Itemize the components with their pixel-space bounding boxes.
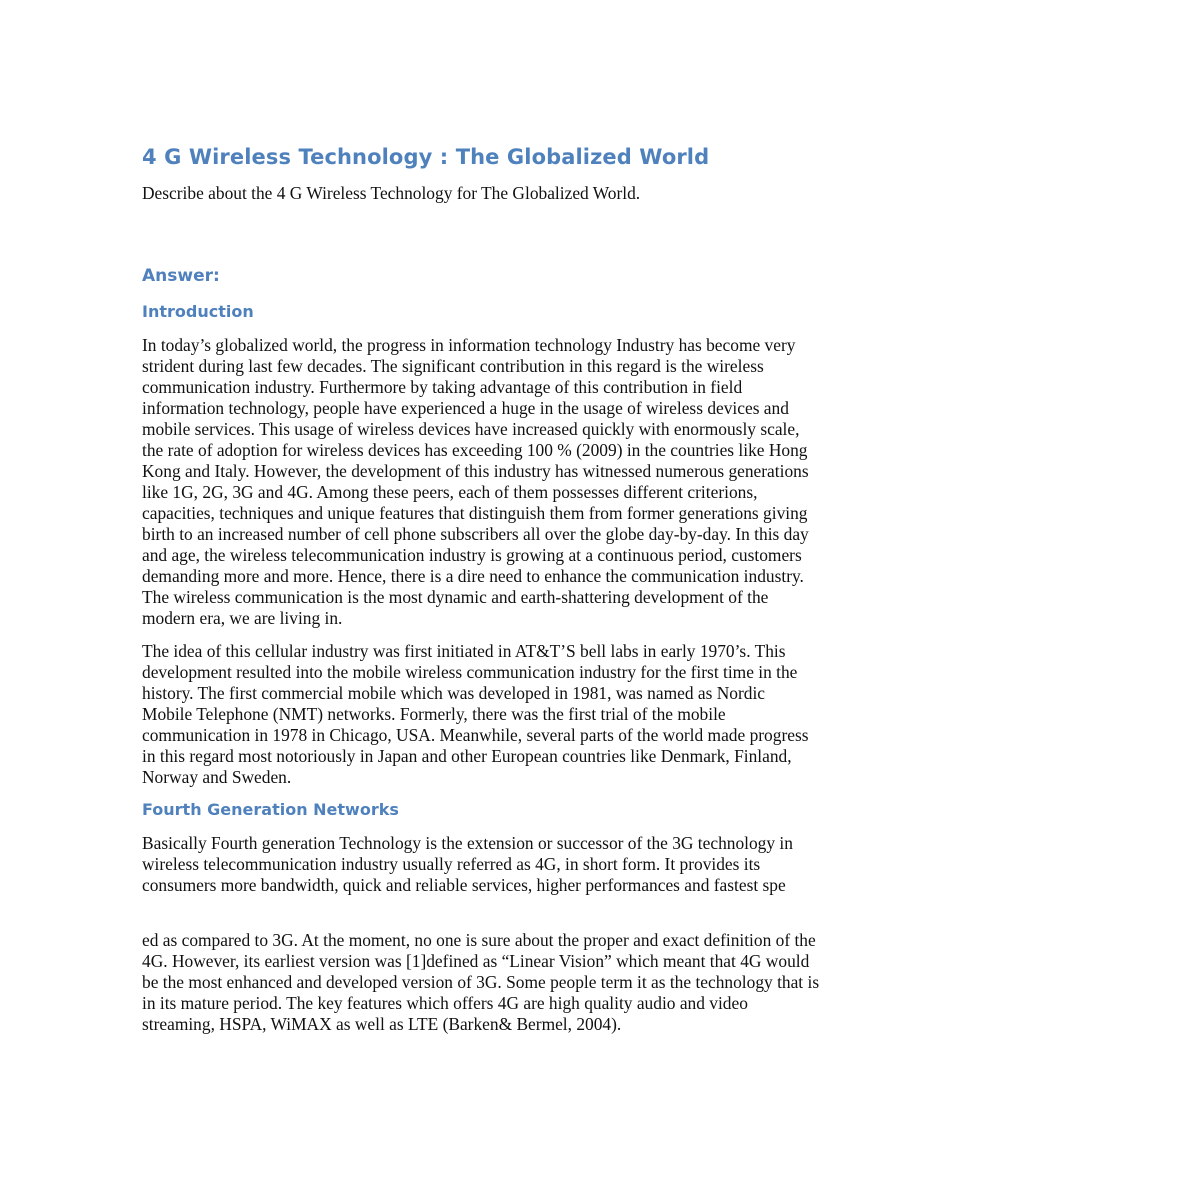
text-line: Mobile Telephone (NMT) networks. Formerly, there was the first trial of the mobile [142, 704, 726, 724]
text-line: communication industry. Furthermore by taking advantage of this contribution in field [142, 377, 743, 397]
text-line: ed as compared to 3G. At the moment, no one is sure about the proper and exact definition of the [142, 930, 816, 950]
section-heading-introduction: Introduction [142, 302, 254, 321]
text-line: strident during last few decades. The significant contribution in this regard is the wireless [142, 356, 764, 376]
text-line: streaming, HSPA, WiMAX as well as LTE (Barken& Bermel, 2004). [142, 1014, 622, 1034]
text-line: communication in 1978 in Chicago, USA. Meanwhile, several parts of the world made progress [142, 725, 809, 745]
text-line: history. The first commercial mobile which was developed in 1981, was named as Nordic [142, 683, 766, 703]
paragraph-introduction-1 [142, 335, 1062, 629]
document-page [142, 145, 1062, 1047]
text-line: 4G. However, its earliest version was [1]defined as “Linear Vision” which meant that 4G would [142, 951, 810, 971]
text-line: mobile services. This usage of wireless devices have increased quickly with enormously scale, [142, 419, 800, 439]
text-line: information technology, people have experienced a huge in the usage of wireless devices and [142, 398, 789, 418]
text-line: in its mature period. The key features which offers 4G are high quality audio and video [142, 993, 748, 1013]
paragraph-fourth-generation-1 [142, 833, 1062, 896]
text-line: wireless telecommunication industry usually referred as 4G, in short form. It provides its [142, 854, 761, 874]
text-line: The wireless communication is the most dynamic and earth-shattering development of the [142, 587, 769, 607]
text-line: In today’s globalized world, the progress in information technology Industry has become very [142, 335, 796, 355]
text-line: development resulted into the mobile wireless communication industry for the first time in the [142, 662, 798, 682]
section-heading-fourth-generation-networks: Fourth Generation Networks [142, 800, 399, 819]
text-line: capacities, techniques and unique features that distinguish them from former generations giving [142, 503, 808, 523]
text-line: Basically Fourth generation Technology is the extension or successor of the 3G technology in [142, 833, 793, 853]
question-text: Describe about the 4 G Wireless Technology for The Globalized World. [142, 183, 641, 203]
text-line: Kong and Italy. However, the development of this industry has witnessed numerous generations [142, 461, 809, 481]
document-title: 4 G Wireless Technology : The Globalized World [142, 145, 710, 169]
text-line: in this regard most notoriously in Japan and other European countries like Denmark, Finland, [142, 746, 792, 766]
paragraph-fourth-generation-2 [142, 930, 1062, 1035]
answer-heading: Answer: [142, 266, 220, 286]
text-line: demanding more and more. Hence, there is a dire need to enhance the communication industry. [142, 566, 804, 586]
text-line: The idea of this cellular industry was first initiated in AT&T’S bell labs in early 1970’s. This [142, 641, 786, 661]
text-line: the rate of adoption for wireless devices has exceeding 100 % (2009) in the countries like Hong [142, 440, 808, 460]
text-line: and age, the wireless telecommunication industry is growing at a continuous period, customers [142, 545, 802, 565]
paragraph-introduction-2 [142, 641, 1062, 788]
text-line: be the most enhanced and developed version of 3G. Some people term it as the technology that is [142, 972, 820, 992]
text-line: like 1G, 2G, 3G and 4G. Among these peers, each of them possesses different criterions, [142, 482, 758, 502]
text-line: Norway and Sweden. [142, 767, 292, 787]
text-line: birth to an increased number of cell phone subscribers all over the globe day-by-day. In this day [142, 524, 809, 544]
text-line: modern era, we are living in. [142, 608, 343, 628]
text-line: consumers more bandwidth, quick and reliable services, higher performances and fastest spe [142, 875, 786, 895]
